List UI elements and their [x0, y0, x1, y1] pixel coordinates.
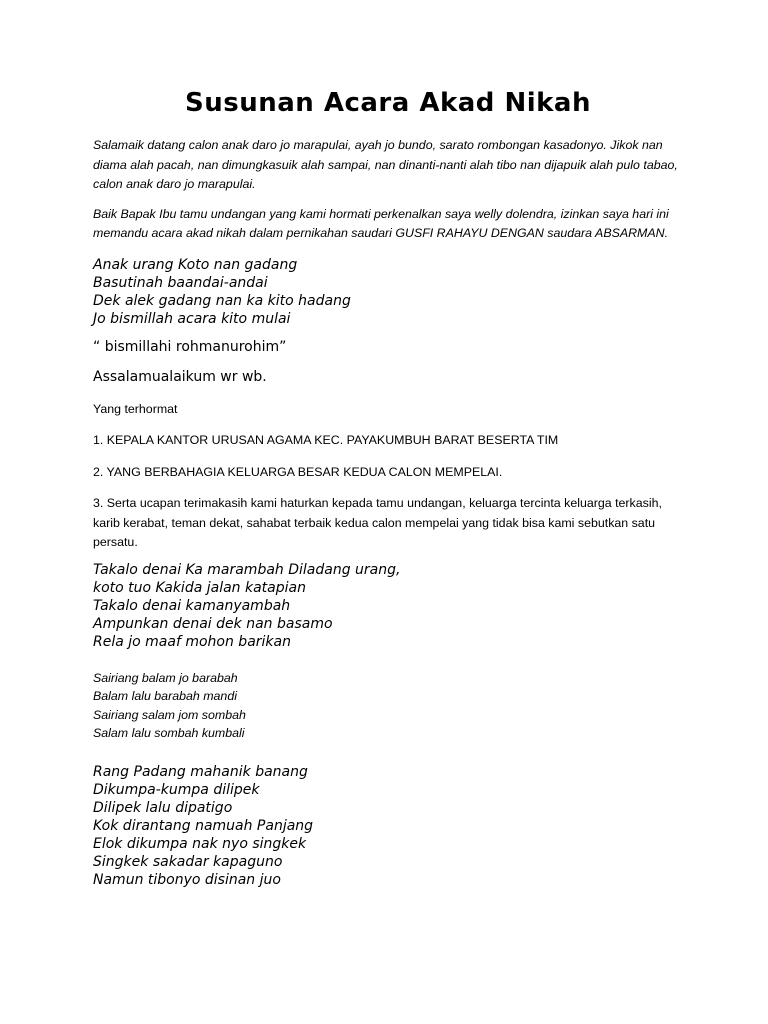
verse-line: Namun tibonyo disinan juo	[93, 871, 281, 888]
verse-line: Rang Padang mahanik banang	[93, 763, 308, 780]
document-page	[93, 86, 683, 899]
verse-line: Jo bismillah acara kito mulai	[93, 310, 291, 327]
verse-line: Rela jo maaf mohon barikan	[93, 633, 291, 650]
intro-paragraph: Salamaik datang calon anak daro jo marapulai, ayah jo bundo, sarato rombongan kasadonyo. Jikok nan diama alah pacah, nan dimungkasuik alah sampai, nan dinanti-nanti alah tibo nan dijapuik alah pulo tabao, calon anak daro jo marapulai.	[93, 138, 678, 191]
salam-line: Assalamualaikum wr wb.	[93, 368, 267, 385]
verse-line: Singkek sakadar kapaguno	[93, 853, 283, 870]
verse-opening	[93, 256, 683, 328]
verse-line: Takalo denai kamanyambah	[93, 597, 291, 614]
verse-line: Basutinah baandai-andai	[93, 274, 268, 291]
list-item-1: 1. KEPALA KANTOR URUSAN AGAMA KEC. PAYAKUMBUH BARAT BESERTA TIM	[93, 433, 559, 447]
verse-request	[93, 561, 683, 651]
list-item-2: 2. YANG BERBAHAGIA KELUARGA BESAR KEDUA CALON MEMPELAI.	[93, 464, 503, 479]
verse-closing	[93, 763, 683, 889]
yang-terhormat: Yang terhormat	[93, 401, 178, 416]
verse-line: Ampunkan denai dek nan basamo	[93, 615, 333, 632]
verse-line: Sairiang balam jo barabah	[93, 670, 238, 685]
verse-line: Takalo denai Ka marambah Diladang urang,	[93, 561, 401, 578]
verse-line: Salam lalu sombah kumbali	[93, 726, 245, 741]
verse-line: koto tuo Kakida jalan katapian	[93, 579, 306, 596]
verse-line: Sairiang salam jom sombah	[93, 707, 246, 722]
verse-greeting	[93, 669, 683, 743]
document-title: Susunan Acara Akad Nikah	[185, 88, 591, 118]
verse-line: Dek alek gadang nan ka kito hadang	[93, 292, 351, 309]
verse-line: Anak urang Koto nan gadang	[93, 256, 298, 273]
welcome-paragraph: Baik Bapak Ibu tamu undangan yang kami hormati perkenalkan saya welly dolendra, izinkan saya hari ini memandu acara akad nikah dalam pernikahan saudari GUSFI RAHAYU DENGAN saudara ABSARMAN.	[93, 206, 669, 240]
bismillah-line: “ bismillahi rohmanurohim”	[93, 338, 287, 355]
verse-line: Elok dikumpa nak nyo singkek	[93, 835, 307, 852]
verse-line: Balam lalu barabah mandi	[93, 689, 237, 704]
verse-line: Kok dirantang namuah Panjang	[93, 817, 314, 834]
list-item-3: 3. Serta ucapan terimakasih kami haturkan kepada tamu undangan, keluarga tercinta keluarga terkasih, karib kerabat, teman dekat, sahabat terbaik kedua calon mempelai yang tidak bisa kami sebutkan satu persatu.	[93, 496, 662, 549]
verse-line: Dikumpa-kumpa dilipek	[93, 781, 260, 798]
verse-line: Dilipek lalu dipatigo	[93, 799, 233, 816]
